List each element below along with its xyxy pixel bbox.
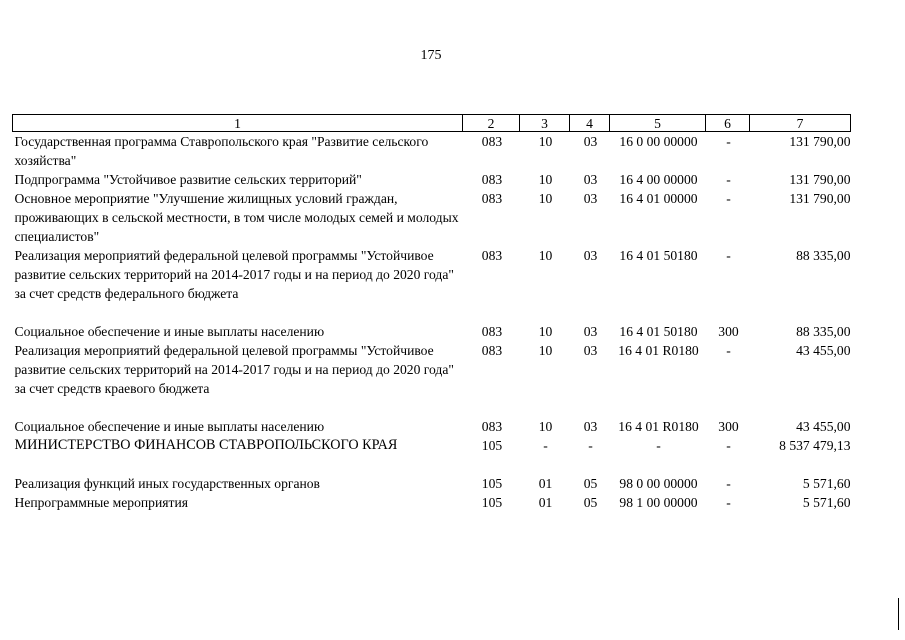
row-code-3: 10 [538,248,553,263]
column-header-5: 5 [610,115,706,132]
row-code-6: - [726,134,731,149]
row-code-4: 05 [583,495,598,510]
row-name: Непрограммные мероприятия [14,495,188,510]
row-code-3: - [543,438,548,453]
margin-line [898,598,899,630]
column-header-7: 7 [750,115,851,132]
row-amount: 43 455,00 [796,419,851,434]
header-row [13,115,851,132]
row-code-6: - [726,343,731,358]
row-code-2: 105 [481,438,503,453]
row-code-5: 16 4 01 50180 [619,324,698,339]
row-code-2: 083 [481,419,503,434]
row-name: Социальное обеспечение и иные выплаты населению [14,419,325,434]
row-code-5: 16 4 01 R0180 [618,343,699,358]
page-number: 175 [420,48,442,63]
column-header-2: 2 [463,115,520,132]
row-amount: 5 571,60 [802,476,851,491]
row-code-6: - [726,495,731,510]
row-code-6: 300 [718,324,739,339]
table-row [13,474,851,493]
column-header-6: 6 [706,115,750,132]
row-code-4: 05 [583,476,598,491]
row-amount: 88 335,00 [796,248,851,263]
row-name: Подпрограмма "Устойчивое развитие сельских территорий" [14,172,362,187]
row-code-5: 98 1 00 00000 [619,495,698,510]
row-code-4: 03 [583,419,598,434]
row-code-6: - [726,172,731,187]
row-code-6: - [726,191,731,206]
row-amount: 131 790,00 [789,172,851,187]
row-code-6: - [726,476,731,491]
row-code-5: 16 4 01 50180 [619,248,698,263]
table-row [13,436,851,474]
row-code-3: 10 [538,191,553,206]
column-header-3: 3 [520,115,570,132]
row-code-3: 01 [538,476,553,491]
row-code-3: 10 [538,419,553,434]
row-code-6: 300 [718,419,739,434]
row-code-4: 03 [583,172,598,187]
row-code-3: 10 [538,324,553,339]
table-row [13,322,851,341]
row-code-6: - [726,438,731,453]
column-header-1: 1 [13,115,463,132]
row-name: Основное мероприятие "Улучшение жилищных условий граждан, проживающих в сельской местности, в том числе молодых семей и молодых специалистов" [14,191,459,244]
row-code-5: 16 0 00 00000 [619,134,698,149]
table-row [13,246,851,322]
row-code-3: 01 [538,495,553,510]
row-code-5: 16 4 00 00000 [619,172,698,187]
row-code-5: 16 4 01 R0180 [618,419,699,434]
row-code-2: 083 [481,248,503,263]
row-code-3: 10 [538,134,553,149]
row-code-2: 105 [481,476,503,491]
table-row [13,493,851,512]
row-code-2: 083 [481,191,503,206]
row-name: Социальное обеспечение и иные выплаты населению [14,324,325,339]
table-row [13,189,851,246]
row-code-2: 083 [481,172,503,187]
column-header-4: 4 [570,115,610,132]
row-amount: 8 537 479,13 [779,438,851,453]
row-code-2: 105 [481,495,503,510]
row-code-3: 10 [538,343,553,358]
row-code-5: - [656,438,661,453]
budget-table [12,114,851,512]
row-code-2: 083 [481,324,503,339]
row-amount: 5 571,60 [802,495,851,510]
table-row [13,170,851,189]
row-amount: 131 790,00 [789,134,851,149]
row-amount: 43 455,00 [796,343,851,358]
row-name: Реализация функций иных государственных органов [14,476,320,491]
row-code-4: 03 [583,134,598,149]
row-code-2: 083 [481,134,503,149]
row-name: Реализация мероприятий федеральной целевой программы "Устойчивое развитие сельских территорий на 2014-2017 годы и на период до 2020 года" за счет средств федерального бюджета [14,248,454,301]
row-code-6: - [726,248,731,263]
row-code-5: 98 0 00 00000 [619,476,698,491]
row-code-2: 083 [481,343,503,358]
table-row [13,417,851,436]
table-row [13,341,851,417]
row-amount: 88 335,00 [796,324,851,339]
row-amount: 131 790,00 [789,191,851,206]
row-code-4: - [588,438,593,453]
row-name: Государственная программа Ставропольского края "Развитие сельского хозяйства" [14,134,429,168]
row-code-5: 16 4 01 00000 [619,191,698,206]
row-code-3: 10 [538,172,553,187]
row-code-4: 03 [583,191,598,206]
row-code-4: 03 [583,324,598,339]
row-name: Реализация мероприятий федеральной целевой программы "Устойчивое развитие сельских территорий на 2014-2017 годы и на период до 2020 года" за счет средств краевого бюджета [14,343,454,396]
table-row [13,132,851,171]
row-code-4: 03 [583,248,598,263]
row-name: МИНИСТЕРСТВО ФИНАНСОВ СТАВРОПОЛЬСКОГО КРАЯ [14,437,398,453]
row-code-4: 03 [583,343,598,358]
